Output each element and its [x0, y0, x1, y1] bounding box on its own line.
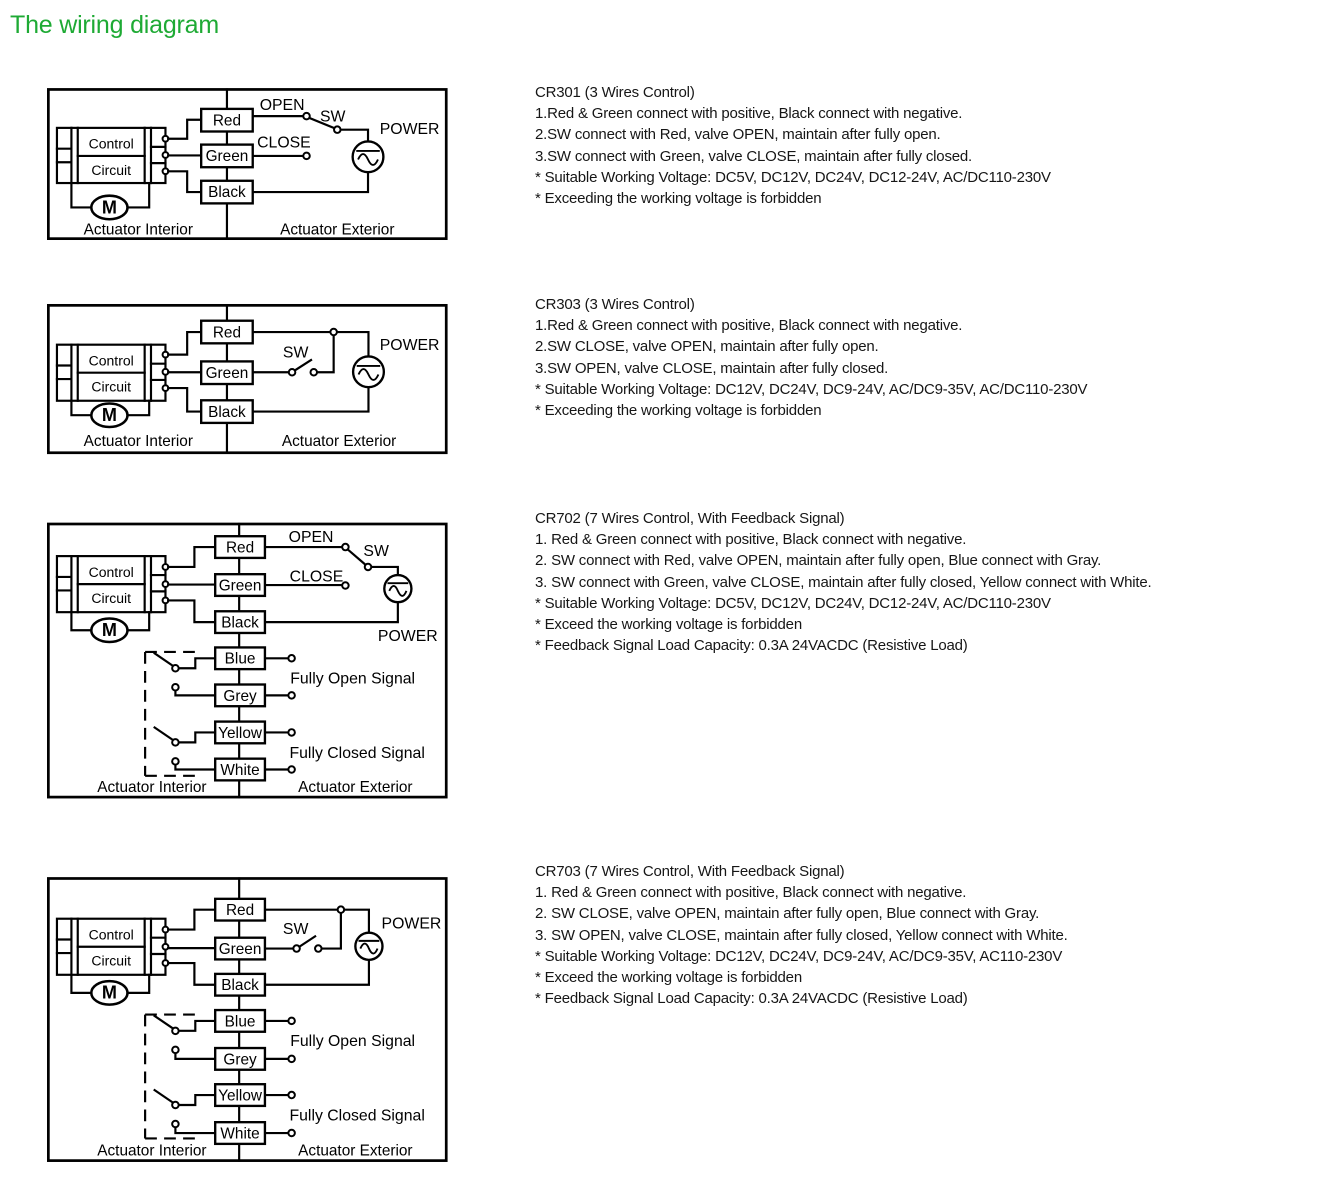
- motor-label: M: [101, 982, 117, 1003]
- power-source-icon: [384, 575, 411, 602]
- junction-node: [330, 329, 337, 336]
- note-line: * Feedback Signal Load Capacity: 0.3A 24VACDC (Resistive Load): [535, 637, 968, 655]
- wire-label-red: Red: [212, 112, 242, 130]
- circuit-label: Circuit: [91, 590, 132, 607]
- fully-closed-signal-label: Fully Closed Signal: [289, 744, 425, 762]
- motor-icon: [71, 183, 149, 219]
- note-line: 1.Red & Green connect with positive, Black connect with negative.: [535, 317, 963, 335]
- cr702-notes: [535, 508, 1152, 656]
- wire-label-grey: Grey: [223, 1051, 257, 1069]
- terminal-wires: [168, 120, 201, 192]
- note-line: * Suitable Working Voltage: DC12V, DC24V, DC9-24V, AC/DC9-35V, AC/DC110-230V: [535, 380, 1088, 398]
- close-label: CLOSE: [257, 134, 311, 152]
- power-source-icon: [353, 141, 384, 172]
- note-line: 1.Red & Green connect with positive, Black connect with negative.: [535, 105, 963, 123]
- control-label: Control: [88, 926, 134, 943]
- motor-icon: [71, 975, 149, 1005]
- note-line: 1. Red & Green connect with positive, Black connect with negative.: [535, 531, 967, 549]
- motor-label: M: [101, 620, 117, 641]
- actuator-control-circuit: [57, 556, 168, 612]
- note-line: 2. SW connect with Red, valve OPEN, maintain after fully open, Blue connect with Gray.: [535, 552, 1102, 570]
- wire-label-black: Black: [208, 404, 246, 422]
- fully-closed-signal-label: Fully Closed Signal: [289, 1107, 425, 1125]
- terminal-wires: [168, 910, 215, 985]
- circuit-label: Circuit: [91, 378, 132, 395]
- actuator-control-circuit: [57, 345, 168, 401]
- power-source-icon: [355, 933, 382, 960]
- section-heading: CR301 (3 Wires Control): [535, 84, 695, 101]
- note-line: * Exceeding the working voltage is forbidden: [535, 402, 822, 420]
- sw-label: SW: [363, 543, 389, 561]
- section-heading: CR702 (7 Wires Control, With Feedback Signal): [535, 510, 845, 527]
- terminal-wires: [168, 547, 215, 622]
- cr703-notes: [535, 861, 1068, 1009]
- wire-label-grey: Grey: [223, 687, 257, 705]
- wire-label-green: Green: [205, 365, 249, 383]
- note-line: 1. Red & Green connect with positive, Black connect with negative.: [535, 884, 967, 902]
- wire-label-green: Green: [218, 940, 262, 958]
- junction-node: [338, 906, 345, 913]
- actuator-exterior-label: Actuator Exterior: [280, 221, 395, 239]
- note-line: * Feedback Signal Load Capacity: 0.3A 24VACDC (Resistive Load): [535, 990, 968, 1008]
- actuator-exterior-label: Actuator Exterior: [298, 779, 413, 797]
- fully-open-signal-label: Fully Open Signal: [290, 670, 416, 688]
- note-line: 3. SW connect with Green, valve CLOSE, maintain after fully closed, Yellow connect with White.: [535, 573, 1152, 591]
- wire-boxes: [201, 321, 253, 423]
- fully-open-signal-label: Fully Open Signal: [290, 1033, 416, 1051]
- note-line: * Exceed the working voltage is forbidden: [535, 969, 802, 987]
- actuator-exterior-label: Actuator Exterior: [281, 432, 397, 450]
- feedback-switches: [145, 1015, 215, 1139]
- note-line: 3. SW OPEN, valve CLOSE, maintain after fully closed, Yellow connect with White.: [535, 926, 1068, 944]
- wire-label-white: White: [220, 1125, 260, 1143]
- motor-icon: [71, 612, 149, 642]
- wire-label-black: Black: [221, 614, 259, 632]
- circuit-label: Circuit: [91, 952, 132, 969]
- actuator-interior-label: Actuator Interior: [97, 779, 207, 797]
- close-label: CLOSE: [289, 568, 344, 586]
- power-label: POWER: [377, 628, 438, 646]
- note-line: 2.SW CLOSE, valve OPEN, maintain after fully open.: [535, 338, 879, 356]
- cr303-notes: [535, 294, 1087, 421]
- terminal-wires: [168, 332, 201, 412]
- sw-label: SW: [282, 344, 309, 362]
- motor-icon: [71, 401, 149, 427]
- note-line: 2.SW connect with Red, valve OPEN, maintain after fully open.: [535, 126, 941, 144]
- power-label: POWER: [381, 915, 442, 933]
- actuator-interior-label: Actuator Interior: [83, 221, 193, 239]
- wire-label-white: White: [220, 761, 260, 779]
- wire-label-green: Green: [205, 147, 249, 165]
- circuit-label: Circuit: [91, 161, 132, 178]
- wire-label-red: Red: [212, 324, 242, 342]
- note-line: 3.SW connect with Green, valve CLOSE, maintain after fully closed.: [535, 147, 972, 165]
- actuator-control-circuit: [57, 128, 168, 183]
- page-title: The wiring diagram: [10, 11, 219, 39]
- wire-label-black: Black: [221, 977, 259, 995]
- control-label: Control: [88, 352, 134, 369]
- note-line: * Exceeding the working voltage is forbidden: [535, 190, 822, 208]
- motor-label: M: [101, 197, 117, 218]
- power-source-icon: [353, 356, 384, 387]
- note-line: * Exceed the working voltage is forbidden: [535, 616, 802, 634]
- note-line: 2. SW CLOSE, valve OPEN, maintain after fully open, Blue connect with Gray.: [535, 905, 1040, 923]
- section-heading: CR303 (3 Wires Control): [535, 296, 695, 313]
- cr301-notes: [535, 82, 1051, 209]
- note-line: * Suitable Working Voltage: DC5V, DC12V, DC24V, DC12-24V, AC/DC110-230V: [535, 168, 1051, 186]
- note-line: * Suitable Working Voltage: DC5V, DC12V, DC24V, DC12-24V, AC/DC110-230V: [535, 594, 1051, 612]
- sw-label: SW: [320, 108, 346, 126]
- cr703-wiring-diagram: [47, 862, 491, 1178]
- control-label: Control: [88, 135, 134, 152]
- open-label: OPEN: [288, 529, 334, 547]
- wire-label-red: Red: [225, 539, 255, 557]
- actuator-control-circuit: [57, 919, 168, 975]
- wire-label-blue: Blue: [224, 650, 256, 668]
- feedback-switches: [145, 652, 215, 776]
- wire-boxes: [201, 109, 253, 203]
- wire-label-black: Black: [208, 184, 246, 202]
- power-label: POWER: [379, 337, 440, 355]
- actuator-interior-label: Actuator Interior: [83, 432, 193, 450]
- note-line: 3.SW OPEN, valve CLOSE, maintain after fully closed.: [535, 359, 889, 377]
- actuator-exterior-label: Actuator Exterior: [298, 1142, 413, 1160]
- note-line: * Suitable Working Voltage: DC12V, DC24V, DC9-24V, AC/DC9-35V, AC110-230V: [535, 947, 1063, 965]
- motor-label: M: [101, 405, 117, 426]
- wire-label-blue: Blue: [224, 1013, 256, 1031]
- open-label: OPEN: [259, 96, 305, 114]
- wire-label-green: Green: [218, 577, 262, 595]
- wire-label-yellow: Yellow: [218, 1087, 262, 1105]
- cr301-wiring-diagram: [47, 80, 491, 249]
- wire-label-red: Red: [225, 902, 255, 920]
- sw-label: SW: [282, 921, 309, 939]
- section-heading: CR703 (7 Wires Control, With Feedback Signal): [535, 863, 845, 880]
- power-label: POWER: [379, 121, 440, 139]
- control-label: Control: [88, 563, 134, 580]
- cr702-wiring-diagram: [47, 508, 491, 814]
- actuator-interior-label: Actuator Interior: [97, 1142, 207, 1160]
- cr303-wiring-diagram: [47, 296, 491, 463]
- wire-label-yellow: Yellow: [218, 724, 262, 742]
